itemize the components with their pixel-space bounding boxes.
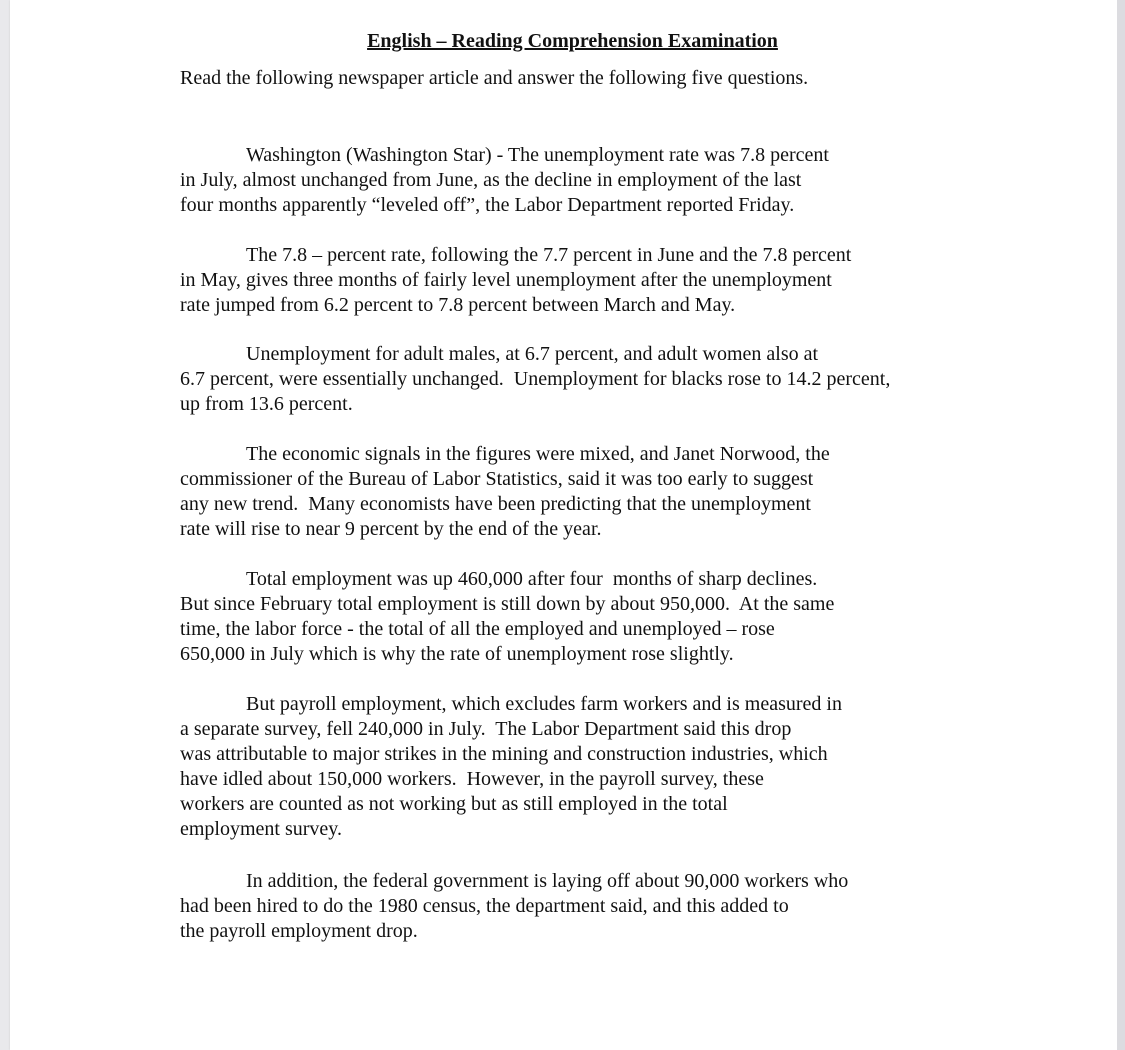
paragraph-line: employment survey.	[180, 818, 343, 840]
paragraph-line: have idled about 150,000 workers. However, in the payroll survey, these	[180, 768, 764, 790]
paragraph-line: time, the labor force - the total of all the employed and unemployed – rose	[180, 618, 775, 640]
document-page	[10, 0, 1117, 1050]
article-paragraph	[180, 567, 834, 667]
paragraph-line: Total employment was up 460,000 after four months of sharp declines.	[246, 568, 818, 590]
paragraph-line: 6.7 percent, were essentially unchanged. Unemployment for blacks rose to 14.2 percent,	[180, 368, 891, 390]
paragraph-line: a separate survey, fell 240,000 in July. The Labor Department said this drop	[180, 718, 792, 740]
article-paragraph	[180, 442, 830, 542]
paragraph-line: But since February total employment is still down by about 950,000. At the same	[180, 593, 835, 615]
paragraph-line: rate will rise to near 9 percent by the end of the year.	[180, 518, 602, 540]
paragraph-line: The 7.8 – percent rate, following the 7.7 percent in June and the 7.8 percent	[246, 244, 852, 266]
paragraph-line: the payroll employment drop.	[180, 920, 418, 942]
paragraph-line: 650,000 in July which is why the rate of unemployment rose slightly.	[180, 643, 734, 665]
paragraph-line: in July, almost unchanged from June, as the decline in employment of the last	[180, 169, 802, 191]
article-paragraph	[180, 143, 829, 218]
paragraph-line: commissioner of the Bureau of Labor Statistics, said it was too early to suggest	[180, 468, 814, 490]
paragraph-line: workers are counted as not working but as still employed in the total	[180, 793, 728, 815]
page-title: English – Reading Comprehension Examination	[367, 30, 778, 52]
viewer-scroll-edge	[1117, 0, 1125, 1050]
instruction-text: Read the following newspaper article and answer the following five questions.	[180, 67, 809, 89]
paragraph-line: four months apparently “leveled off”, the Labor Department reported Friday.	[180, 194, 795, 216]
article-paragraph	[180, 692, 842, 842]
paragraph-line: Unemployment for adult males, at 6.7 percent, and adult women also at	[246, 343, 819, 365]
paragraph-line: In addition, the federal government is laying off about 90,000 workers who	[246, 870, 849, 892]
paragraph-line: The economic signals in the figures were mixed, and Janet Norwood, the	[246, 443, 830, 465]
article-paragraph	[180, 342, 890, 417]
paragraph-line: was attributable to major strikes in the mining and construction industries, which	[180, 743, 828, 765]
paragraph-line: any new trend. Many economists have been predicting that the unemployment	[180, 493, 811, 515]
article-paragraph	[180, 243, 851, 318]
paragraph-line: Washington (Washington Star) - The unemployment rate was 7.8 percent	[246, 144, 829, 166]
article-paragraph	[180, 869, 848, 944]
paragraph-line: But payroll employment, which excludes farm workers and is measured in	[246, 693, 842, 715]
paragraph-line: in May, gives three months of fairly level unemployment after the unemployment	[180, 269, 832, 291]
paragraph-line: had been hired to do the 1980 census, the department said, and this added to	[180, 895, 789, 917]
paragraph-line: up from 13.6 percent.	[180, 393, 353, 415]
paragraph-line: rate jumped from 6.2 percent to 7.8 percent between March and May.	[180, 294, 736, 316]
